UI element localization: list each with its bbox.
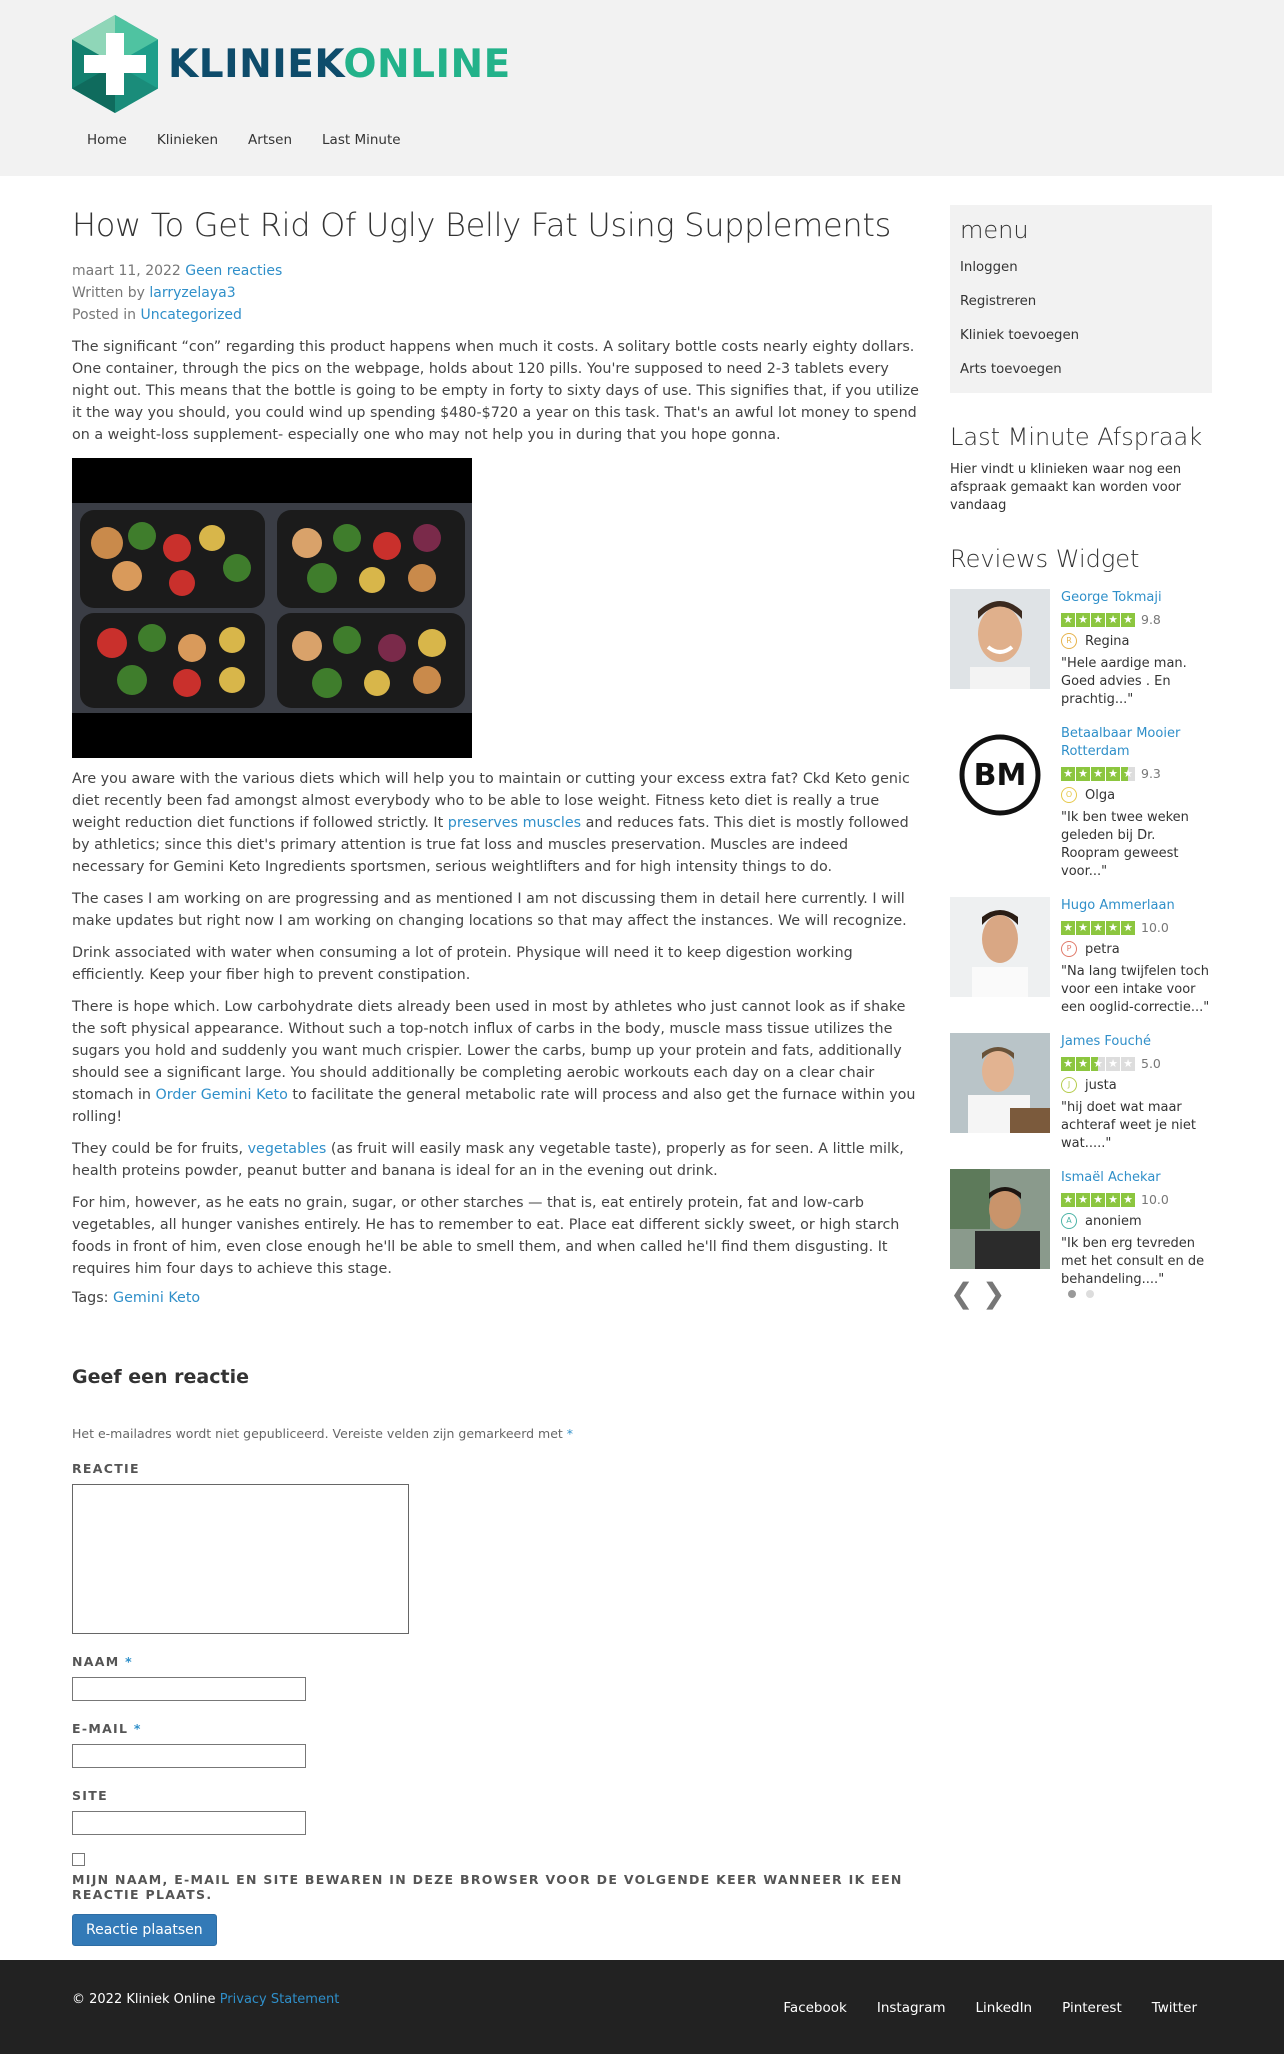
name-input[interactable]: [72, 1677, 306, 1701]
author-link[interactable]: larryzelaya3: [149, 285, 236, 301]
review-item: [950, 589, 1212, 709]
social-links: [768, 1990, 1212, 2026]
post-tags: Tags: Gemini Keto: [72, 1290, 201, 1306]
email-label: E-MAIL *: [72, 1721, 142, 1736]
star-icon: ★: [1091, 613, 1105, 627]
svg-text:BM: BM: [973, 758, 1027, 793]
save-info-checkbox[interactable]: [72, 1853, 85, 1866]
reviewer-name: anoniem: [1085, 1213, 1142, 1229]
main-nav: [72, 124, 416, 156]
menu-title: menu: [960, 216, 1029, 244]
naam-label: NAAM *: [72, 1654, 133, 1669]
star-icon: ★: [1106, 921, 1120, 935]
main-content: [72, 205, 920, 1946]
review-item: [950, 725, 1212, 881]
reviews-slider-controls: [950, 1277, 1212, 1310]
star-rating: [1061, 613, 1136, 627]
review-quote: "hij doet wat maar achteraf weet je niet wat.....": [1061, 1100, 1197, 1151]
star-icon: ★: [1091, 1057, 1105, 1071]
post-title: How To Get Rid Of Ugly Belly Fat Using Supplements: [72, 206, 892, 244]
post-paragraph-2: Are you aware with the various diets which will help you to maintain or cutting your excess extra fat? Ckd Keto genic diet recently been fad amongst almost everybody who to be able to lose weight. Fitness keto diet is really a true weight reduction diet functions if followed strictly. It preserves muscles and reduces fats. This diet is mostly followed by athletics; since this diet's primary attention is true fat loss and muscles preservation. Muscles are indeed necessary for Gemini Keto Ingredients sportsmen, serious weightlifters and for high intensity things to do.: [72, 771, 910, 875]
submit-comment-button[interactable]: Reactie plaatsen: [72, 1914, 217, 1946]
star-icon: ★: [1121, 1057, 1135, 1071]
star-icon: ★: [1061, 921, 1075, 935]
tag-gemini-keto[interactable]: Gemini Keto: [113, 1290, 201, 1306]
privacy-statement-link[interactable]: Privacy Statement: [219, 1992, 340, 2007]
star-icon: ★: [1106, 1193, 1120, 1207]
star-icon: ★: [1076, 1057, 1090, 1071]
review-item: [950, 1169, 1212, 1289]
post-paragraph-4: Drink associated with water when consuming a lot of protein. Physique will need it to keep digestion working efficiently. Keep your fiber high to prevent constipation.: [72, 945, 853, 983]
reviewed-doctor-name[interactable]: James Fouché: [1061, 1034, 1151, 1049]
star-icon: ★: [1121, 767, 1135, 781]
post-meta: [72, 260, 920, 326]
comment-notice: Het e-mailadres wordt niet gepubliceerd. Vereiste velden zijn gemarkeerd met *: [72, 1426, 574, 1441]
menu-item-inloggen[interactable]: Inloggen: [960, 260, 1018, 275]
star-icon: ★: [1061, 767, 1075, 781]
doctor-avatar[interactable]: [950, 589, 1050, 689]
doctor-avatar[interactable]: [950, 1033, 1050, 1133]
reviewer-name: petra: [1085, 941, 1120, 957]
preserves-muscles-link[interactable]: preserves muscles: [447, 815, 582, 831]
reviews-list: [950, 589, 1212, 1289]
copyright: © 2022 Kliniek Online Privacy Statement: [72, 1992, 340, 2007]
save-info-label: MIJN NAAM, E-MAIL EN SITE BEWAREN IN DEZE BROWSER VOOR DE VOLGENDE KEER WANNEER IK EEN REACTIE PLAATS.: [72, 1872, 903, 1902]
menu-item-arts-toevoegen[interactable]: Arts toevoegen: [960, 362, 1062, 377]
chevron-left-icon[interactable]: ❮: [950, 1277, 974, 1310]
star-icon: ★: [1061, 613, 1075, 627]
post-paragraph-7: For him, however, as he eats no grain, sugar, or other starches — that is, eat entirely protein, fat and low-carb vegetables, all hunger vanishes entirely. He has to remember to eat. Place eat different sickly sweet, or high starch foods in front of him, even close enough he'll be able to smell them, and when called he'll find them disgusting. It requires him four days to achieve this stage.: [72, 1195, 900, 1277]
social-link-twitter[interactable]: Twitter: [1151, 2000, 1197, 2016]
review-score: 9.3: [1141, 766, 1161, 781]
star-icon: ★: [1106, 613, 1120, 627]
review-quote: "Na lang twijfelen toch voor een intake voor een ooglid-correctie...": [1061, 964, 1210, 1015]
star-rating: [1061, 767, 1136, 781]
star-icon: ★: [1106, 1057, 1120, 1071]
logo-text: KLINIEKONLINE: [168, 41, 511, 87]
review-score: 5.0: [1141, 1056, 1161, 1071]
last-minute-title: Last Minute Afspraak: [950, 423, 1203, 451]
user-initial-badge: J: [1061, 1077, 1077, 1093]
star-icon: ★: [1061, 1193, 1075, 1207]
chevron-right-icon[interactable]: ❯: [982, 1277, 1006, 1310]
site-footer: [0, 1960, 1284, 2054]
star-icon: ★: [1106, 767, 1120, 781]
menu-item-kliniek-toevoegen[interactable]: Kliniek toevoegen: [960, 328, 1080, 343]
social-link-facebook[interactable]: Facebook: [783, 2000, 847, 2016]
reviewer-name: Regina: [1085, 633, 1130, 649]
medical-cross-logo-icon: [72, 15, 158, 113]
star-icon: ★: [1076, 613, 1090, 627]
comment-form-title: Geef een reactie: [72, 1366, 249, 1388]
site-input[interactable]: [72, 1811, 306, 1835]
star-icon: ★: [1076, 767, 1090, 781]
reviewed-doctor-name[interactable]: Betaalbaar Mooier Rotterdam: [1061, 726, 1181, 759]
nav-item-home[interactable]: Home: [87, 132, 127, 148]
last-minute-text: Hier vindt u klinieken waar nog een afspraak gemaakt kan worden voor vandaag: [950, 462, 1182, 513]
star-icon: ★: [1091, 767, 1105, 781]
site-logo[interactable]: [72, 15, 511, 113]
comment-textarea[interactable]: [72, 1484, 409, 1634]
doctor-avatar[interactable]: [950, 1169, 1050, 1269]
sidebar: [950, 205, 1212, 1310]
star-rating: [1061, 921, 1136, 935]
written-by-label: Written by: [72, 285, 145, 301]
post-date: maart 11, 2022: [72, 263, 181, 279]
review-item: [950, 1033, 1212, 1153]
slider-dot-active[interactable]: [1068, 1290, 1076, 1298]
star-icon: ★: [1121, 921, 1135, 935]
posted-in-label: Posted in: [72, 307, 137, 323]
review-score: 10.0: [1141, 920, 1169, 935]
clinic-logo-avatar[interactable]: [950, 725, 1050, 825]
post-paragraph-3: The cases I am working on are progressing and as mentioned I am not discussing them in detail here currently. I will make updates but right now I am working on changing locations so that may affect the instances. We will recognize.: [72, 891, 907, 929]
review-quote: "Ik ben erg tevreden met het consult en de behandeling....": [1061, 1236, 1205, 1287]
user-initial-badge: P: [1061, 941, 1077, 957]
nav-item-artsen[interactable]: Artsen: [248, 132, 293, 148]
star-icon: ★: [1121, 1193, 1135, 1207]
star-icon: ★: [1061, 1057, 1075, 1071]
star-rating: [1061, 1193, 1136, 1207]
star-icon: ★: [1091, 1193, 1105, 1207]
post-paragraph-1: The significant “con” regarding this product happens when much it costs. A solitary bottle costs nearly eighty dollars. One container, through the pics on the webpage, holds about 120 pills. You're supposed to need 2-3 tablets every night out. This means that the bottle is going to be empty in forty to sixty days of use. This signifies that, if you utilize it the way you should, you could wind up spending $480-$720 a year on this task. That's an awful lot money to spend on a weight-loss supplement- especially one who may not help you in during that you hope gonna.: [72, 339, 919, 443]
star-icon: ★: [1091, 921, 1105, 935]
reviewer-name: justa: [1085, 1077, 1117, 1093]
doctor-avatar[interactable]: [950, 897, 1050, 997]
nav-item-klinieken[interactable]: Klinieken: [156, 132, 219, 148]
review-quote: "Ik ben twee weken geleden bij Dr. Roopram geweest voor...": [1061, 810, 1189, 879]
post-paragraph-6: They could be for fruits, vegetables (as fruit will easily mask any vegetable taste), properly as for seen. A little milk, health proteins powder, peanut butter and banana is ideal for an in the evening out drink.: [72, 1141, 904, 1179]
user-initial-badge: A: [1061, 1213, 1077, 1229]
review-quote: "Hele aardige man. Goed advies . En prachtig...": [1061, 656, 1187, 707]
order-gemini-keto-link[interactable]: Order Gemini Keto: [155, 1087, 288, 1103]
reviewed-doctor-name[interactable]: Hugo Ammerlaan: [1061, 898, 1175, 913]
menu-item-registreren[interactable]: Registreren: [960, 294, 1037, 309]
email-input[interactable]: [72, 1744, 306, 1768]
reviewed-doctor-name[interactable]: George Tokmaji: [1061, 590, 1162, 605]
star-icon: ★: [1076, 1193, 1090, 1207]
user-initial-badge: R: [1061, 633, 1077, 649]
site-label: SITE: [72, 1788, 108, 1803]
reviewed-doctor-name[interactable]: Ismaël Achekar: [1061, 1170, 1161, 1185]
category-link[interactable]: Uncategorized: [140, 307, 242, 323]
site-header: [0, 0, 1284, 176]
reactie-label: REACTIE: [72, 1461, 140, 1476]
reviews-title: Reviews Widget: [950, 545, 1140, 573]
review-item: [950, 897, 1212, 1017]
user-initial-badge: O: [1061, 787, 1077, 803]
post-paragraph-5: There is hope which. Low carbohydrate diets already been used in most by athletes who just cannot look as if shake the soft physical appearance. Without such a top-notch influx of carbs in the body, muscle mass tissue utilizes the sugars you hold and suddenly you want much crispier. Lower the carbs, bump up your protein and fats, additionally should see a significant large. You should additionally be completing aerobic workouts each day on a clear chair stomach in Order Gemini Keto to facilitate the general metabolic rate will process and also get the furnace within you rolling!: [72, 999, 916, 1125]
comments-link[interactable]: Geen reacties: [185, 263, 283, 279]
nav-item-last-minute[interactable]: Last Minute: [322, 132, 401, 148]
star-icon: ★: [1076, 921, 1090, 935]
sidebar-menu: [950, 205, 1212, 393]
social-link-instagram[interactable]: Instagram: [876, 2000, 946, 2016]
reviewer-name: Olga: [1085, 787, 1116, 803]
star-icon: ★: [1121, 613, 1135, 627]
slider-dot[interactable]: [1086, 1290, 1094, 1298]
review-score: 9.8: [1141, 612, 1161, 627]
social-link-linkedin[interactable]: LinkedIn: [975, 2000, 1033, 2016]
star-rating: [1061, 1057, 1136, 1071]
social-link-pinterest[interactable]: Pinterest: [1062, 2000, 1122, 2016]
review-score: 10.0: [1141, 1192, 1169, 1207]
vegetables-link[interactable]: vegetables: [247, 1141, 327, 1157]
meal-prep-image: [72, 458, 472, 758]
